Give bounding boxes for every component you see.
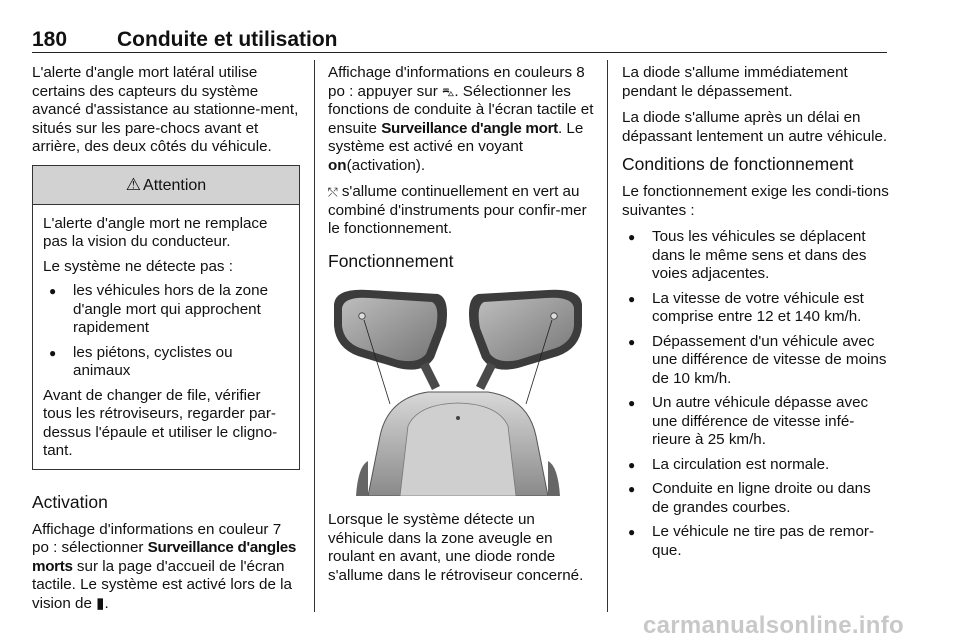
- bullet-icon: ●: [628, 457, 636, 472]
- attention-paragraph: L'alerte d'angle mort ne remplace pas la vision du conducteur.: [43, 214, 268, 250]
- section-heading: Fonctionnement: [328, 250, 454, 271]
- column-2: [328, 64, 594, 593]
- activation-paragraph-8in: Affichage d'informations en couleurs 8 po : appuyer sur ⛍. Sélectionner les fonctions de conduite à l'écran tactile et ensuite Surveillance d'angle mort. Le système est activé en voyant on(activation).: [328, 64, 594, 174]
- list-item: ● les piétons, cyclistes ou animaux: [49, 343, 233, 379]
- section-heading: Conditions de fonctionnement: [622, 154, 854, 174]
- mirror-illustration: [328, 286, 588, 496]
- attention-list: [43, 282, 289, 381]
- car-icon: ⛍: [441, 84, 455, 99]
- page-number: 180: [32, 28, 68, 51]
- section-heading: Activation: [32, 491, 108, 512]
- paragraph: La diode s'allume immédiatement pendant le dépassement.: [622, 64, 848, 100]
- attention-header: [33, 166, 299, 205]
- attention-title: Attention: [143, 176, 207, 194]
- list-item: ● Tous les véhicules se déplacent dans le même sens et dans des voies adjacentes.: [628, 228, 867, 282]
- watermark: carmanualsonline.info: [642, 612, 904, 639]
- attention-paragraph: Le système ne détecte pas :: [43, 257, 233, 275]
- bullet-icon: ●: [49, 284, 57, 298]
- menu-term: Surveillance d'angles morts: [32, 539, 297, 575]
- intro-paragraph: L'alerte d'angle mort latéral utilise certains des capteurs du système avancé d'assistance au stationne-ment, situés sur les pare-chocs avant et arrière, des deux côtés du véhicule.: [32, 64, 299, 155]
- list-item: ● Un autre véhicule dépasse avec une différence de vitesse infé-rieure à 25 km/h.: [628, 394, 869, 448]
- car-icon: [356, 392, 560, 496]
- attention-paragraph: Avant de changer de file, vérifier tous les rétroviseurs, regarder par-dessus l'épaule et utiliser le cligno-tant.: [43, 386, 278, 459]
- bullet-icon: ●: [628, 291, 636, 306]
- list-item: ● les véhicules hors de la zone d'angle mort qui approchent rapidement: [49, 282, 269, 336]
- paragraph: Le fonctionnement exige les condi-tions suivantes :: [622, 183, 889, 219]
- blind-spot-indicator-icon: ⤲: [328, 185, 338, 199]
- bullet-icon: ●: [628, 334, 636, 349]
- list-item: ● La circulation est normale.: [628, 455, 830, 473]
- function-paragraph: Lorsque le système détecte un véhicule dans la zone aveugle en roulant en avant, une diode ronde s'allume dans le rétroviseur concerné.: [328, 511, 584, 584]
- menu-term: on: [328, 156, 347, 174]
- indicator-icon: ▮: [96, 594, 105, 612]
- conditions-list: [622, 228, 890, 560]
- page-header: [32, 24, 887, 53]
- warning-triangle-icon: ⚠: [125, 174, 142, 194]
- column-1: [32, 64, 300, 621]
- attention-body: [33, 205, 299, 469]
- right-mirror-icon: [469, 289, 582, 403]
- list-item: ● Le véhicule ne tire pas de remor-que.: [628, 523, 875, 559]
- menu-term: Surveillance d'angle mort: [381, 119, 558, 137]
- bullet-icon: ●: [628, 230, 636, 244]
- bullet-icon: ●: [49, 345, 57, 360]
- attention-box: [32, 165, 300, 470]
- list-item: ● Conduite en ligne droite ou dans de grandes courbes.: [628, 480, 871, 516]
- bullet-icon: ●: [628, 482, 636, 496]
- bullet-icon: ●: [628, 525, 636, 539]
- column-3: [622, 64, 890, 566]
- list-item: ● La vitesse de votre véhicule est comprise entre 12 et 140 km/h.: [628, 289, 864, 325]
- left-mirror-icon: [334, 289, 447, 403]
- column-divider: [607, 60, 608, 612]
- chapter-title: Conduite et utilisation: [117, 28, 338, 51]
- indicator-paragraph: ⤲ s'allume continuellement en vert au combiné d'instruments pour confir-mer le fonctionnement.: [328, 183, 587, 237]
- bullet-icon: ●: [628, 396, 636, 410]
- column-divider: [314, 60, 315, 612]
- activation-paragraph: Affichage d'informations en couleur 7 po : sélectionner Surveillance d'angles morts sur la page d'accueil de l'écran tactile. Le système est activé lors de la vision de ▮.: [32, 520, 297, 612]
- list-item: ● Dépassement d'un véhicule avec une différence de vitesse de moins de 10 km/h.: [628, 332, 887, 387]
- paragraph: La diode s'allume après un délai en dépassant lentement un autre véhicule.: [622, 109, 888, 145]
